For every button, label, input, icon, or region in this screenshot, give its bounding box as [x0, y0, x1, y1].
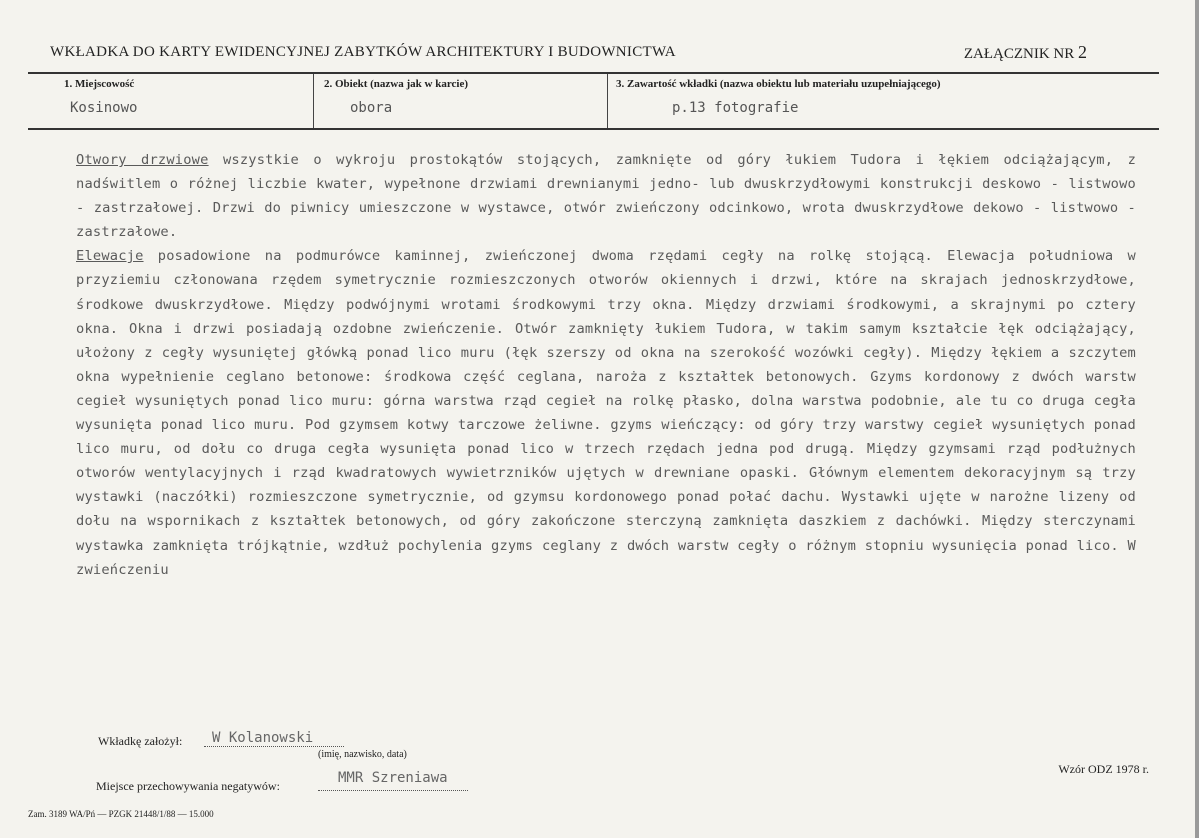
founder-sublabel: (imię, nazwisko, data) [318, 749, 407, 760]
storage-value: MMR Szreniawa [338, 770, 448, 786]
paragraph-elevations [76, 244, 1136, 581]
object-value: obora [350, 100, 393, 116]
content-label: 3. Zawartość wkładki (nazwa obiektu lub materiału uzupełniającego) [616, 78, 941, 90]
founder-value: W Kolanowski [212, 730, 314, 746]
storage-dotline [318, 790, 468, 791]
elevations-heading: Elewacje [76, 248, 144, 265]
object-label: 2. Obiekt (nazwa jak w karcie) [324, 78, 469, 90]
appendix-label [964, 42, 1087, 63]
header-rule-bottom [28, 128, 1159, 130]
founder-dotline [204, 746, 344, 747]
form-title: WKŁADKA DO KARTY EWIDENCYJNEJ ZABYTKÓW ARCHITEKTURY I BUDOWNICTWA [50, 44, 676, 60]
field-divider-2 [607, 74, 608, 128]
locality-value: Kosinowo [70, 100, 138, 116]
form-code: Wzór ODZ 1978 r. [1058, 762, 1149, 776]
header-rule-top [28, 72, 1159, 74]
print-code: Zam. 3189 WA/Pń — PZGK 21448/1/88 — 15.000 [28, 809, 214, 819]
door-openings-text: wszystkie o wykroju prostokątów stojących, zamknięte od góry łukiem Tudora i łękiem odciążającym, z nadświtlem o różnej liczbie kwater, wypełnone drzwiami drewnianymi jedno- lub dwuskrzydłowymi konstrukcji deskowo - listwowo - zastrzałowej. Drzwi do piwnicy umieszczone w wystawce, otwór zwieńczony odcinkowo, wrota dwuskrzydłowe dekowo - listwowo - zastrzałowe. [76, 152, 1137, 241]
elevations-text: posadowione na podmurówce kaminnej, zwieńczonej dwoma rzędami cegły na rolkę stojącą. Elewacja południowa w przyziemiu członowana rzędem symetrycznie rozmieszczonych otworów okiennych i drzwi, które na skrajach jednoskrzydłowe, środkowe dwuskrzydłowe. Między podwójnymi wrotami środkowymi trzy okna. Między drzwiami środkowymi, a skrajnymi po cztery okna. Okna i drzwi posiadają ozdobne zwieńczenie. Otwór zamknięty łukiem Tudora, w takim samym kształcie łęk odciążający, ułożony z cegły wysuniętej główką ponad lico muru (łęk szerszy od okna na szerokość wozówki cegły). Między łękiem a szczytem okna wypełnienie ceglano betonowe: środkowa część ceglana, naroża z kształtek betonowych. Gzyms kordonowy z dwóch warstw cegieł wysuniętych ponad lico muru: górna warstwa rząd cegieł na rolkę płasko, dolna warstwa podobnie, ale tu co druga cegła wysunięta ponad lico muru. Pod gzymsem kotwy tarczowe żeliwne. gzyms wieńczący: od góry trzy warstwy cegieł wysuniętych ponad lico muru, od dołu co druga cegła wysunięta ponad lico w trzech rzędach jedna pod drugą. Między gzymsami rząd podłużnych otworów wentylacyjnych i rząd kwadratowych wywietrzników ujętych w drewniane opaski. Głównym elementem dekoracyjnym są trzy wystawki (naczółki) rozmieszczone symetrycznie, od gzymsu kordonowego ponad połać dachu. Wystawki ujęte w narożne lizeny od dołu na wspornikach z kształtek betonowych, od góry zakończone sterczyną zamknięta daszkiem z dachówki. Między sterczynami wystawka zamknięta trójkątnie, wzdłuż pochylenia gzyms ceglany z dwóch warstw cegły o różnym stopniu wysunięcia ponad lico. W zwieńczeniu [76, 248, 1136, 578]
paragraph-door-openings [76, 148, 1136, 244]
locality-label: 1. Miejscowość [64, 78, 135, 90]
founder-label: Wkładkę założył: [98, 734, 183, 748]
door-openings-heading: Otwory drzwiowe [76, 152, 209, 168]
appendix-number: 2 [1078, 42, 1087, 62]
storage-label: Miejsce przechowywania negatywów: [96, 779, 280, 793]
field-divider-1 [313, 74, 314, 128]
content-value: p.13 fotografie [672, 100, 799, 116]
description-text [76, 148, 1136, 582]
scan-edge [1195, 0, 1199, 838]
appendix-label-text: ZAŁĄCZNIK NR [963, 46, 1075, 62]
